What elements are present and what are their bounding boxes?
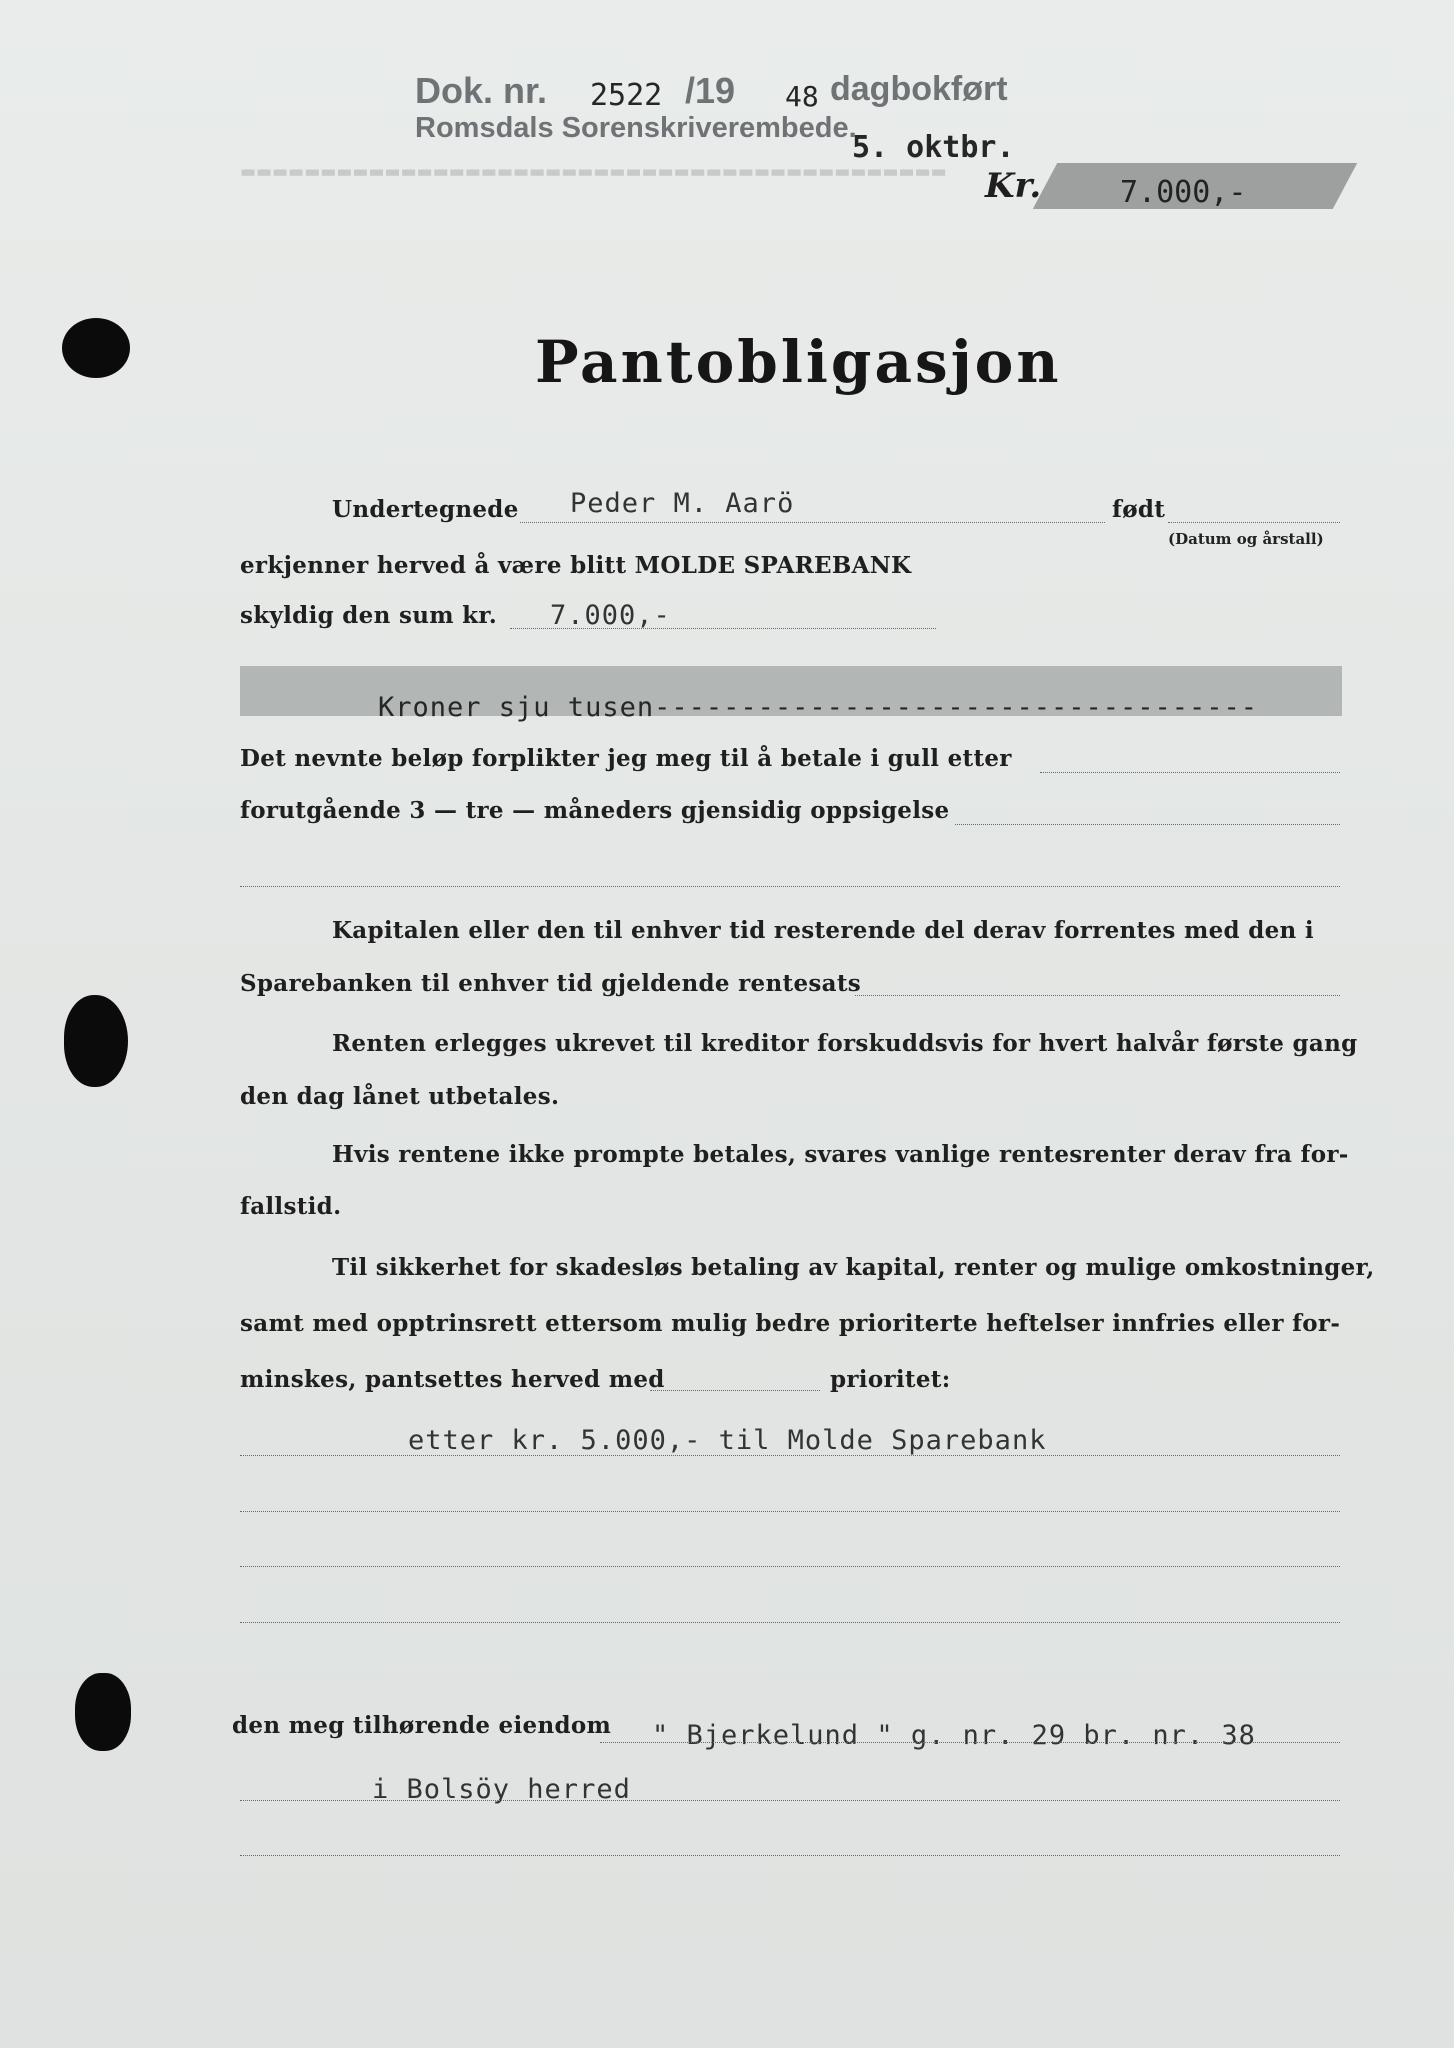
- eiendom-value: " Bjerkelund " g. nr. 29 br. nr. 38: [652, 1720, 1256, 1751]
- herred-line: [240, 1800, 1340, 1801]
- document-title: Pantobligasjon: [535, 328, 1062, 396]
- year-suffix: 48: [785, 80, 819, 113]
- fodt-line: [1168, 522, 1340, 523]
- punch-hole-bottom: [75, 1673, 131, 1751]
- body-p5-line2: samt med opptrinsrett ettersom mulig bedre prioriterte heftelser innfries eller for-: [240, 1310, 1341, 1337]
- header-date: 5. oktbr.: [852, 130, 1015, 165]
- p2-line2-fill: [855, 995, 1340, 996]
- skyldig-label: skyldig den sum kr.: [240, 602, 498, 629]
- body-p4-line2: fallstid.: [240, 1193, 342, 1220]
- punch-hole-middle: [64, 995, 128, 1087]
- undertegnede-value: Peder M. Aarö: [570, 488, 795, 519]
- p1-line1-fill: [1040, 772, 1340, 773]
- prioritet-value: etter kr. 5.000,- til Molde Sparebank: [408, 1425, 1047, 1456]
- blank-line-1: [240, 886, 1340, 887]
- body-p1-line1: Det nevnte beløp forplikter jeg meg til å betale i gull etter: [240, 745, 1012, 772]
- body-p3-line1: Renten erlegges ukrevet til kreditor forskuddsvis for hvert halvår første gang: [332, 1030, 1358, 1057]
- prioritet-label: prioritet:: [830, 1366, 951, 1393]
- kr-label: Kr.: [985, 166, 1042, 206]
- body-p5-line3: minskes, pantsettes herved med: [240, 1366, 665, 1393]
- p1-line2-fill: [955, 824, 1340, 825]
- body-p1-line2: forutgående 3 — tre — måneders gjensidig oppsigelse: [240, 797, 950, 824]
- stamp-dagbok: dagbokført: [830, 70, 1008, 108]
- body-p2-line2: Sparebanken til enhver tid gjeldende rentesats: [240, 970, 861, 997]
- herred-value: i Bolsöy herred: [372, 1774, 631, 1805]
- stamp-sorenskriver: Romsdals Sorenskriverembede.: [415, 112, 857, 144]
- prioritet-line-1: [240, 1455, 1340, 1456]
- punch-hole-top: [62, 318, 130, 378]
- body-p4-line1: Hvis rentene ikke prompte betales, svares vanlige rentesrenter derav fra for-: [332, 1141, 1349, 1168]
- fodt-label: født: [1112, 496, 1166, 523]
- eiendom-line: [600, 1742, 1340, 1743]
- blank-line-final: [240, 1855, 1340, 1856]
- body-p5-line1: Til sikkerhet for skadesløs betaling av kapital, renter og mulige omkostninger,: [332, 1254, 1375, 1281]
- stamp-dok-nr: Dok. nr.: [415, 70, 548, 111]
- prioritet-line-4: [240, 1622, 1340, 1623]
- doc-number: 2522: [590, 78, 663, 113]
- undertegnede-line: [520, 522, 1105, 523]
- body-p3-line2: den dag lånet utbetales.: [240, 1083, 560, 1110]
- bleed-through-decoration: ▬▬▬▬▬▬▬▬▬▬▬▬▬▬▬▬▬▬▬▬▬▬▬▬▬▬▬▬▬▬▬▬▬▬▬▬▬▬▬▬▬▬▬▬: [240, 162, 947, 182]
- kroner-words: Kroner sju tusen-----------------------------------: [378, 692, 1259, 723]
- eiendom-label: den meg tilhørende eiendom: [232, 1712, 612, 1739]
- prioritet-fill: [650, 1390, 820, 1391]
- fodt-hint: (Datum og årstall): [1168, 530, 1324, 548]
- prioritet-line-2: [240, 1511, 1340, 1512]
- erkjenner-text: erkjenner herved å være blitt MOLDE SPAREBANK: [240, 552, 912, 579]
- undertegnede-label: Undertegnede: [332, 496, 519, 523]
- body-p2-line1: Kapitalen eller den til enhver tid resterende del derav forrentes med den i: [332, 917, 1314, 944]
- skyldig-value: 7.000,-: [550, 600, 671, 631]
- kr-amount: 7.000,-: [1120, 175, 1247, 210]
- stamp-year-prefix: /19: [685, 70, 736, 111]
- prioritet-line-3: [240, 1566, 1340, 1567]
